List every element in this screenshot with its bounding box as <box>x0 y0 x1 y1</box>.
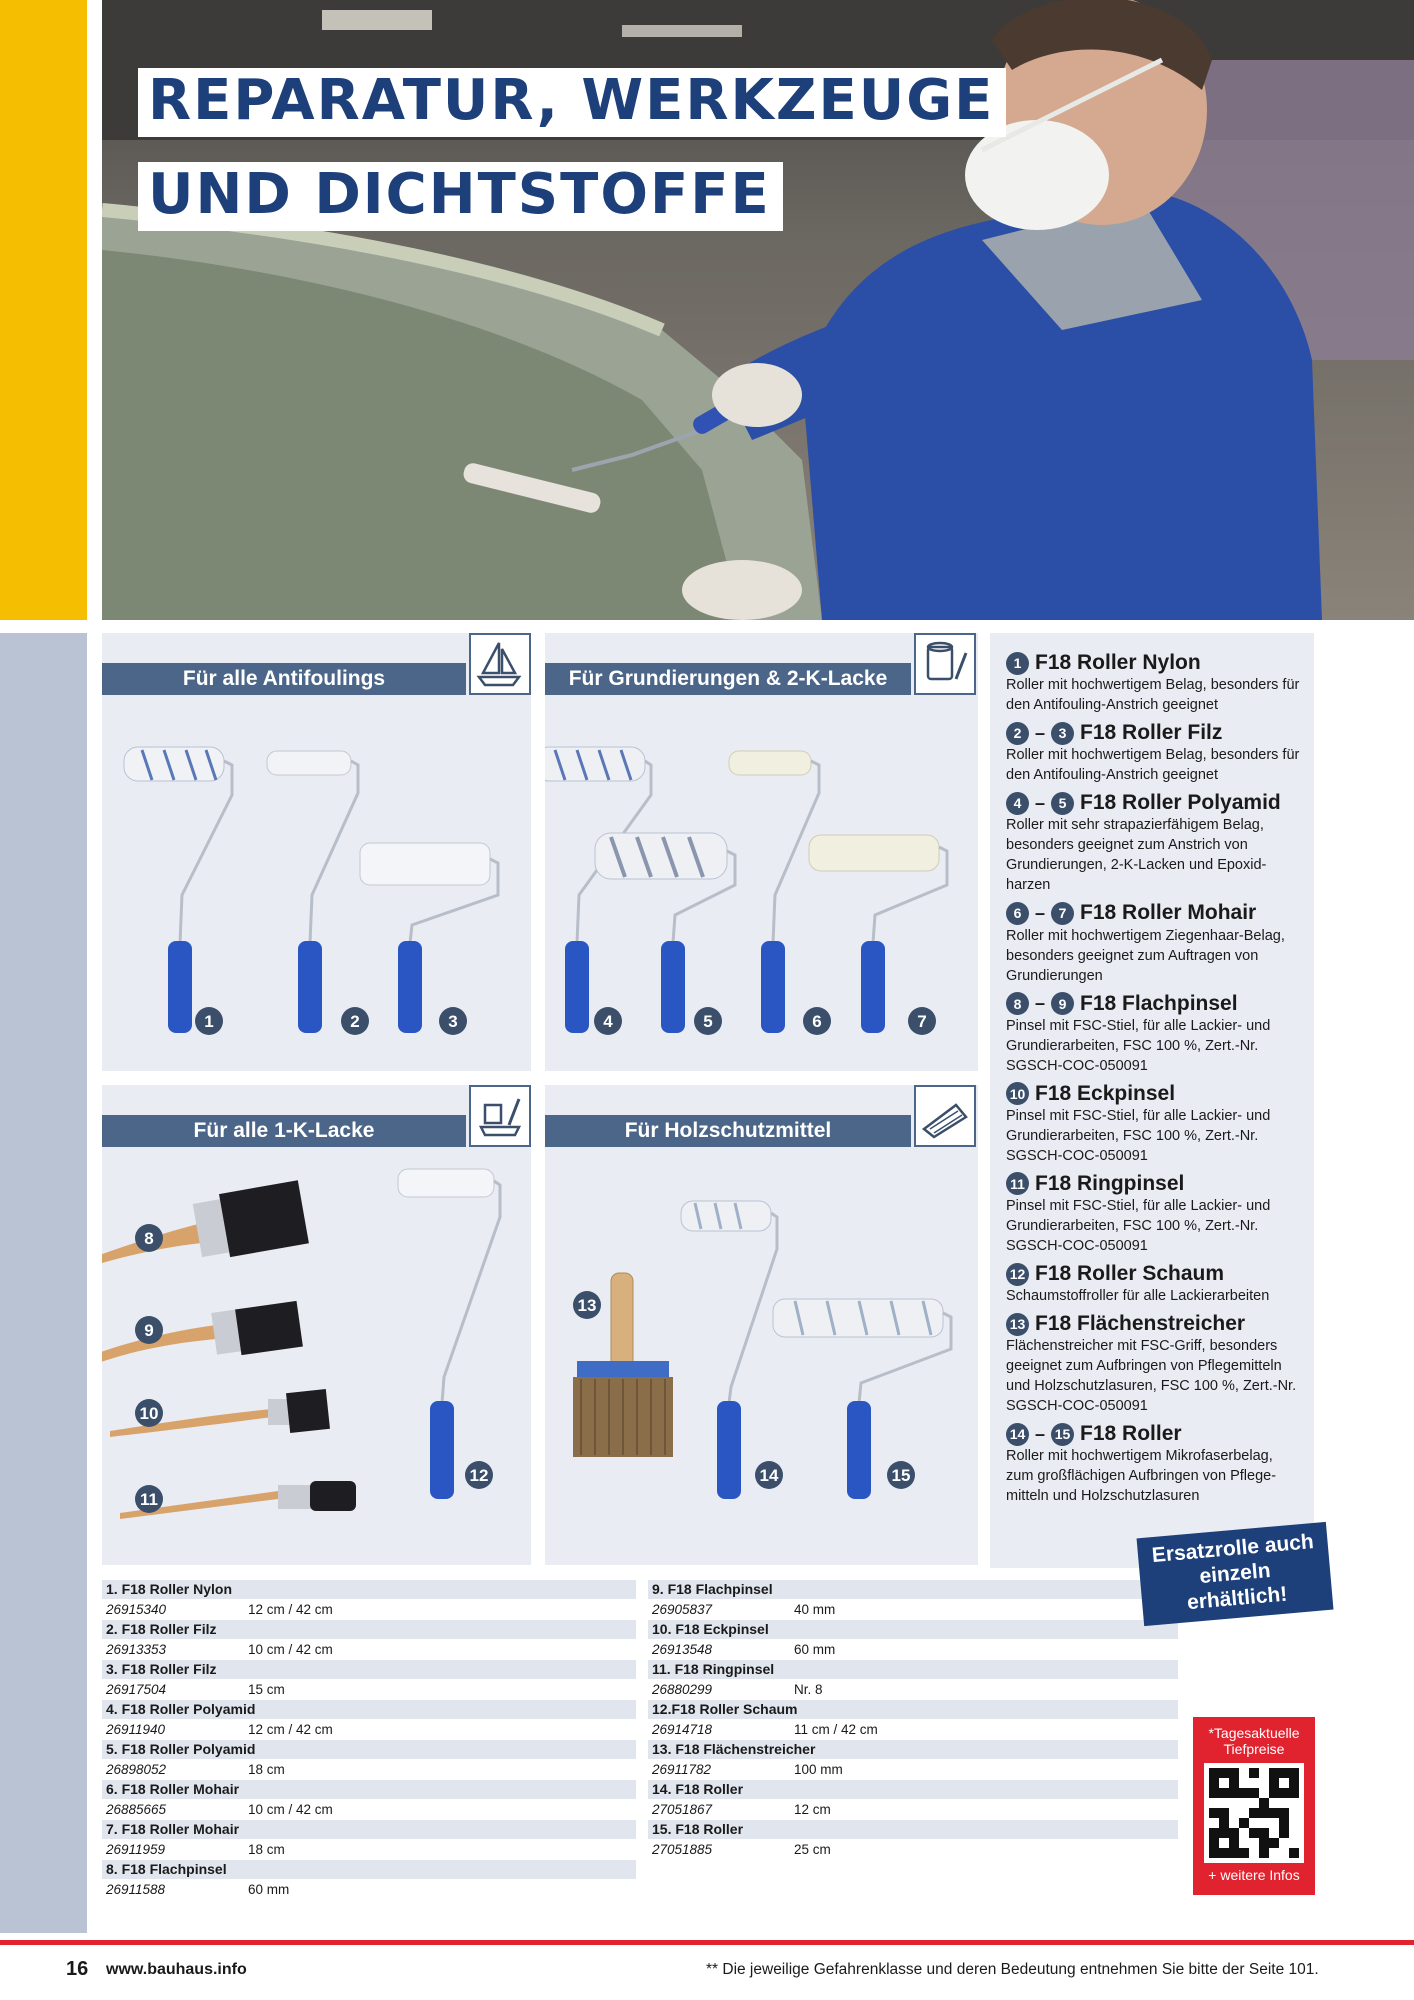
product-number-5 <box>694 1007 722 1035</box>
page-title-line-2: UND DICHTSTOFFE <box>138 162 783 231</box>
product-title: F18 Roller <box>1080 1422 1182 1446</box>
product-number-badge: 9 <box>1051 992 1074 1015</box>
description-item <box>1006 901 1304 985</box>
description-title <box>1006 901 1304 925</box>
svg-text:3: 3 <box>448 1012 458 1031</box>
product-number-13 <box>573 1291 601 1319</box>
description-item <box>1006 992 1304 1076</box>
description-title <box>1006 1312 1304 1336</box>
product-number-badge: 14 <box>1006 1423 1029 1446</box>
product-number-12 <box>465 1461 493 1489</box>
table-row-product-name: 5. F18 Roller Polyamid <box>102 1740 636 1759</box>
hero-photo <box>102 0 1414 620</box>
product-size: 18 cm <box>248 1762 285 1777</box>
product-number-4 <box>594 1007 622 1035</box>
article-number: 26905837 <box>652 1602 713 1617</box>
svg-text:15: 15 <box>891 1466 911 1485</box>
product-size: 100 mm <box>794 1762 843 1777</box>
product-title: F18 Roller Mohair <box>1080 901 1257 925</box>
product-description-text: Pinsel mit FSC-Stiel, für alle Lackier- und Grundierarbeiten, FSC 100 %, Zert.-Nr. SGSCH-COC-050091 <box>1006 1017 1271 1074</box>
article-number: 27051885 <box>652 1842 713 1857</box>
article-number: 26917504 <box>106 1682 167 1697</box>
table-row-product-name: 12.F18 Roller Schaum <box>648 1700 1178 1719</box>
svg-text:5: 5 <box>703 1012 713 1031</box>
svg-text:8: 8 <box>144 1229 154 1248</box>
product-number-badge: 15 <box>1051 1423 1074 1446</box>
table-row-product-name: 8. F18 Flachpinsel <box>102 1860 636 1879</box>
holzschutz-tools-image <box>545 1147 978 1565</box>
table-row <box>648 1679 1178 1700</box>
description-title <box>1006 651 1304 675</box>
panel-antifoulings <box>102 633 531 1071</box>
product-descriptions <box>990 633 1314 1568</box>
product-number-badge: 2 <box>1006 722 1029 745</box>
footnote: ** Die jeweilige Gefahrenklasse und deren Bedeutung entnehmen Sie bitte der Seite 101. <box>706 1961 1319 1978</box>
page-title-line-1: REPARATUR, WERKZEUGE <box>138 68 1006 137</box>
description-title <box>1006 1422 1304 1446</box>
qr-code-box[interactable] <box>1193 1717 1315 1895</box>
table-row <box>102 1639 636 1660</box>
product-size: 25 cm <box>794 1842 831 1857</box>
panel-title: Für alle Antifoulings <box>102 663 466 695</box>
description-item <box>1006 1312 1304 1416</box>
product-number-14 <box>755 1461 783 1489</box>
panel-title: Für Grundierungen & 2-K-Lacke <box>545 663 911 695</box>
article-table-left <box>102 1580 636 1900</box>
description-title <box>1006 1262 1304 1286</box>
grundierung-rollers-image <box>545 695 978 1071</box>
table-row <box>648 1759 1178 1780</box>
table-row-product-name: 1. F18 Roller Nylon <box>102 1580 636 1599</box>
article-number: 26911959 <box>106 1842 166 1857</box>
table-row <box>648 1639 1178 1660</box>
product-number-badge: 5 <box>1051 792 1074 815</box>
product-size: 10 cm / 42 cm <box>248 1802 333 1817</box>
svg-text:2: 2 <box>350 1012 360 1031</box>
svg-text:7: 7 <box>917 1012 927 1031</box>
product-title: F18 Eckpinsel <box>1035 1081 1176 1105</box>
replacement-roller-callout: Ersatzrolle auch einzeln erhältlich! <box>1137 1522 1334 1626</box>
product-title: F18 Ringpinsel <box>1035 1171 1185 1195</box>
table-row <box>648 1799 1178 1820</box>
product-number-badge: 10 <box>1006 1082 1029 1105</box>
article-number: 26913548 <box>652 1642 713 1657</box>
article-number: 26911588 <box>106 1882 166 1897</box>
article-table-right <box>648 1580 1178 1860</box>
sailboat-icon <box>469 633 531 695</box>
brushes-image <box>102 1147 531 1565</box>
table-row-product-name: 9. F18 Flachpinsel <box>648 1580 1178 1599</box>
product-number-badge: 7 <box>1051 902 1074 925</box>
product-description-text: Roller mit hochwertigem Mikrofaserbelag, zum großflächigen Aufbringen von Pflege-mitteln und Holzschutzlasuren <box>1006 1448 1277 1505</box>
article-number: 26911940 <box>106 1722 166 1737</box>
article-number: 26898052 <box>106 1762 167 1777</box>
product-number-badge: 4 <box>1006 792 1029 815</box>
product-size: 12 cm / 42 cm <box>248 1722 333 1737</box>
product-number-9 <box>135 1316 163 1344</box>
table-row-product-name: 7. F18 Roller Mohair <box>102 1820 636 1839</box>
description-item <box>1006 651 1304 715</box>
product-description-text: Roller mit hochwertigem Belag, besonders für den Antifouling-Anstrich geeignet <box>1006 747 1300 784</box>
product-number-15 <box>887 1461 915 1489</box>
range-dash: – <box>1035 993 1046 1014</box>
svg-text:9: 9 <box>144 1321 154 1340</box>
antifouling-rollers-image <box>102 695 531 1071</box>
side-decoration-strip <box>0 633 87 1933</box>
range-dash: – <box>1035 903 1046 924</box>
range-dash: – <box>1035 793 1046 813</box>
product-title: F18 Roller Nylon <box>1035 651 1201 674</box>
product-description-text: Schaumstoffroller für alle Lackierarbeiten <box>1006 1288 1270 1305</box>
svg-text:14: 14 <box>759 1466 779 1485</box>
svg-text:12: 12 <box>469 1466 489 1485</box>
table-row-product-name: 11. F18 Ringpinsel <box>648 1660 1178 1679</box>
roller-1-handle <box>168 941 192 1033</box>
article-number: 26915340 <box>106 1602 167 1617</box>
product-number-badge: 8 <box>1006 992 1029 1015</box>
product-size: 40 mm <box>794 1602 836 1617</box>
product-size: 60 mm <box>248 1882 290 1897</box>
product-description-text: Flächenstreicher mit FSC-Griff, besonders geeignet zum Aufbringen von Pflegemitteln und Holzschutzlasuren, FSC 100 %, Zert.-Nr. SGSCH-COC-050091 <box>1006 1338 1297 1415</box>
product-title: F18 Roller Schaum <box>1035 1261 1225 1285</box>
page-number: 16 <box>66 1958 89 1980</box>
table-row <box>102 1679 636 1700</box>
product-size: Nr. 8 <box>794 1682 823 1697</box>
product-size: 11 cm / 42 cm <box>794 1722 878 1737</box>
table-row <box>648 1599 1178 1620</box>
product-description-text: Roller mit hochwertigem Ziegenhaar-Belag, besonders geeignet zum Auftragen von Grundierungen <box>1006 927 1285 984</box>
table-row-product-name: 14. F18 Roller <box>648 1780 1178 1799</box>
table-row-product-name: 10. F18 Eckpinsel <box>648 1620 1178 1639</box>
product-number-1 <box>195 1007 223 1035</box>
table-row <box>648 1839 1178 1860</box>
description-item <box>1006 1422 1304 1506</box>
qr-bottom-label: + weitere Infos <box>1208 1867 1300 1884</box>
table-row <box>102 1719 636 1740</box>
product-number-7 <box>908 1007 936 1035</box>
table-row <box>102 1759 636 1780</box>
brand-color-bar <box>0 0 87 620</box>
product-description-text: Roller mit hochwertigem Belag, besonders für den Antifouling-Anstrich geeignet <box>1006 677 1300 714</box>
svg-text:11: 11 <box>140 1490 158 1509</box>
boat-seat-icon <box>469 1085 531 1147</box>
wood-plank-icon <box>914 1085 976 1147</box>
table-row-product-name: 2. F18 Roller Filz <box>102 1620 636 1639</box>
panel-grundierungen <box>545 633 978 1071</box>
paint-can-icon <box>914 633 976 695</box>
product-title: F18 Roller Polyamid <box>1080 791 1281 815</box>
product-number-2 <box>341 1007 369 1035</box>
product-number-11 <box>135 1485 163 1513</box>
product-number-3 <box>439 1007 467 1035</box>
svg-text:1: 1 <box>204 1012 214 1031</box>
panel-1k-lacke <box>102 1085 531 1565</box>
description-title <box>1006 791 1304 815</box>
description-title <box>1006 1172 1304 1196</box>
svg-text:4: 4 <box>603 1012 613 1031</box>
product-description-text: Pinsel mit FSC-Stiel, für alle Lackier- und Grundierarbeiten, FSC 100 %, Zert.-Nr. SGSCH-COC-050091 <box>1006 1197 1271 1254</box>
product-description-text: Pinsel mit FSC-Stiel, für alle Lackier- und Grundierarbeiten, FSC 100 %, Zert.-Nr. SGSCH-COC-050091 <box>1006 1107 1271 1164</box>
table-row-product-name: 3. F18 Roller Filz <box>102 1660 636 1679</box>
svg-text:13: 13 <box>577 1296 597 1315</box>
product-size: 60 mm <box>794 1642 836 1657</box>
product-number-badge: 3 <box>1051 722 1074 745</box>
table-row <box>102 1839 636 1860</box>
description-item <box>1006 1262 1304 1306</box>
description-title <box>1006 721 1304 745</box>
description-title <box>1006 992 1304 1016</box>
range-dash: – <box>1035 1423 1046 1444</box>
product-size: 10 cm / 42 cm <box>248 1642 333 1657</box>
website-link[interactable]: www.bauhaus.info <box>106 1961 247 1978</box>
product-title: F18 Flächenstreicher <box>1035 1312 1246 1336</box>
svg-text:10: 10 <box>139 1404 159 1423</box>
range-dash: – <box>1035 722 1046 743</box>
table-row-product-name: 4. F18 Roller Polyamid <box>102 1700 636 1719</box>
article-number: 26913353 <box>106 1642 167 1657</box>
product-number-badge: 12 <box>1006 1263 1029 1286</box>
product-number-badge: 1 <box>1006 652 1029 675</box>
product-number-8 <box>135 1224 163 1252</box>
product-size: 12 cm / 42 cm <box>248 1602 333 1617</box>
product-size: 15 cm <box>248 1682 285 1697</box>
qr-top-label: *Tagesaktuelle Tiefpreise <box>1208 1725 1300 1758</box>
table-row <box>648 1719 1178 1740</box>
article-number: 26885665 <box>106 1802 167 1817</box>
article-number: 26880299 <box>652 1682 713 1697</box>
product-number-badge: 11 <box>1006 1172 1029 1195</box>
table-row-product-name: 15. F18 Roller <box>648 1820 1178 1839</box>
description-item <box>1006 721 1304 785</box>
table-row-product-name: 6. F18 Roller Mohair <box>102 1780 636 1799</box>
svg-text:6: 6 <box>812 1012 822 1031</box>
product-number-badge: 13 <box>1006 1313 1029 1336</box>
qr-code-icon[interactable] <box>1204 1763 1304 1863</box>
product-number-6 <box>803 1007 831 1035</box>
product-description-text: Roller mit sehr strapazierfähigem Belag, besonders geeignet zum Anstrich von Grundierungen, 2-K-Lacken und Epoxid-harzen <box>1006 817 1267 894</box>
table-row <box>102 1879 636 1900</box>
product-size: 12 cm <box>794 1802 831 1817</box>
product-size: 18 cm <box>248 1842 285 1857</box>
product-number-10 <box>135 1399 163 1427</box>
article-number: 26914718 <box>652 1722 713 1737</box>
description-item <box>1006 1082 1304 1166</box>
article-number: 26911782 <box>652 1762 712 1777</box>
product-title: F18 Flachpinsel <box>1080 991 1238 1015</box>
description-item <box>1006 1172 1304 1256</box>
article-number: 27051867 <box>652 1802 713 1817</box>
panel-title: Für alle 1-K-Lacke <box>102 1115 466 1147</box>
description-item <box>1006 791 1304 895</box>
description-title <box>1006 1082 1304 1106</box>
panel-holzschutzmittel <box>545 1085 978 1565</box>
panel-title: Für Holzschutzmittel <box>545 1115 911 1147</box>
footer-divider <box>0 1940 1414 1945</box>
product-title: F18 Roller Filz <box>1080 721 1223 745</box>
product-number-badge: 6 <box>1006 902 1029 925</box>
table-row-product-name: 13. F18 Flächenstreicher <box>648 1740 1178 1759</box>
table-row <box>102 1799 636 1820</box>
table-row <box>102 1599 636 1620</box>
